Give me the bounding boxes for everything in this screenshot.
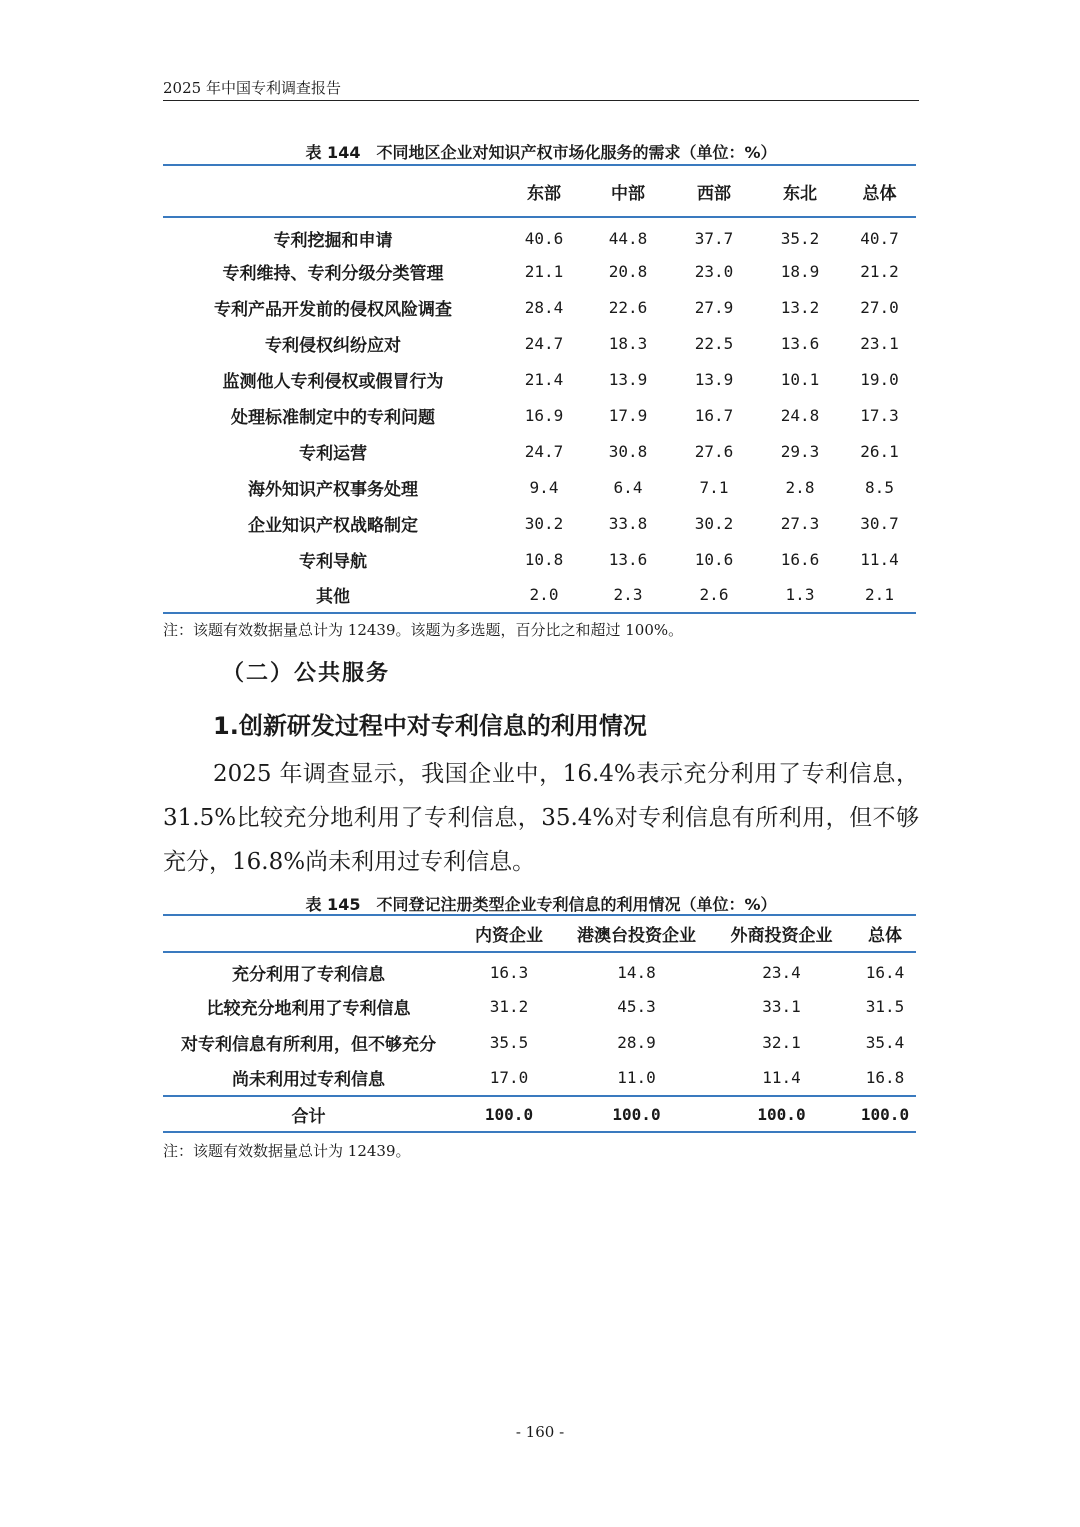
cell-value: 16.6	[780, 549, 820, 569]
cell-value: 27.6	[694, 441, 734, 461]
cell-value: 16.7	[694, 405, 734, 425]
cell-value: 1.3	[785, 585, 815, 604]
cell-value: 27.3	[780, 513, 820, 533]
table-row	[163, 952, 916, 988]
cell-value: 2.1	[865, 585, 894, 604]
row-label: 尚未利用过专利信息	[232, 1070, 385, 1090]
cell-value: 11.4	[762, 1068, 801, 1087]
cell-value: 45.3	[617, 996, 656, 1016]
cell-value: 35.2	[780, 229, 820, 248]
table-row	[163, 541, 916, 577]
cell-value: 35.5	[489, 1032, 529, 1052]
table-row	[163, 577, 916, 613]
row-label: 专利维持、专利分级分类管理	[222, 263, 444, 284]
cell-value: 18.3	[608, 333, 648, 353]
cell-value: 40.7	[860, 229, 899, 248]
row-label: 海外知识产权事务处理	[248, 479, 418, 500]
table-row	[163, 433, 916, 469]
cell-value: 14.8	[617, 962, 656, 982]
table-144	[163, 164, 916, 614]
row-label: 企业知识产权战略制定	[248, 515, 418, 536]
column-header	[163, 915, 454, 952]
cell-value: 13.2	[780, 297, 820, 317]
cell-value: 33.8	[608, 513, 648, 533]
column-header: 东部	[503, 165, 585, 217]
table-row	[163, 217, 916, 253]
table-144-caption: 表 144 不同地区企业对知识产权市场化服务的需求（单位：%）	[305, 143, 777, 162]
column-header: 中部	[585, 165, 671, 217]
total-value: 100.0	[564, 1096, 709, 1132]
cell-value: 2.3	[613, 585, 643, 604]
table-145-note: 注：该题有效数据量总计为 12439。	[163, 1142, 411, 1160]
page-number: - 160 -	[515, 1423, 565, 1441]
cell-value: 23.1	[860, 333, 899, 353]
row-label: 处理标准制定中的专利问题	[231, 407, 435, 428]
cell-value: 2.0	[529, 585, 559, 604]
cell-value: 13.6	[608, 549, 648, 569]
column-header	[163, 165, 503, 217]
cell-value: 30.8	[608, 441, 648, 461]
table-row	[163, 253, 916, 289]
cell-value: 13.9	[694, 369, 734, 389]
cell-value: 19.0	[860, 369, 899, 389]
cell-value: 31.2	[489, 996, 529, 1016]
cell-value: 9.4	[529, 477, 559, 497]
cell-value: 24.7	[524, 441, 564, 461]
cell-value: 33.1	[762, 996, 801, 1016]
row-label: 监测他人专利侵权或假冒行为	[222, 371, 444, 392]
table-145-caption: 表 145 不同登记注册类型企业专利信息的利用情况（单位：%）	[305, 895, 777, 914]
total-label: 合计	[163, 1096, 454, 1132]
row-label: 专利侵权纠纷应对	[265, 335, 401, 356]
table-total-row	[163, 1096, 916, 1132]
cell-value: 17.0	[489, 1068, 529, 1087]
row-label: 充分利用了专利信息	[232, 964, 385, 985]
table-row	[163, 1024, 916, 1060]
column-header: 总体	[843, 165, 916, 217]
cell-value: 24.7	[524, 333, 564, 353]
running-header: 2025 年中国专利调查报告	[163, 78, 919, 101]
cell-value: 11.4	[860, 549, 899, 569]
cell-value: 44.8	[608, 229, 648, 248]
row-label: 比较充分地利用了专利信息	[206, 998, 411, 1019]
column-header: 西部	[671, 165, 757, 217]
total-value: 100.0	[454, 1096, 564, 1132]
subsection-title: 1.创新研发过程中对专利信息的利用情况	[213, 712, 647, 740]
cell-value: 30.2	[694, 513, 734, 533]
cell-value: 22.6	[608, 297, 648, 317]
cell-value: 10.6	[694, 549, 734, 569]
total-value: 100.0	[709, 1096, 854, 1132]
row-label: 专利挖掘和申请	[273, 231, 393, 251]
table-145	[163, 914, 916, 1133]
cell-value: 30.7	[860, 513, 899, 533]
row-label: 专利导航	[299, 551, 367, 572]
cell-value: 24.8	[780, 405, 820, 425]
table-row	[163, 988, 916, 1024]
table-header-row	[163, 165, 916, 217]
table-row	[163, 1060, 916, 1096]
cell-value: 30.2	[524, 513, 564, 533]
body-paragraph: 2025 年调查显示，我国企业中，16.4%表示充分利用了专利信息，31.5%比较充分地利用了专利信息，35.4%对专利信息有所利用，但不够充分，16.8%尚未利用过专利信息。	[163, 761, 919, 875]
column-header: 港澳台投资企业	[564, 915, 709, 952]
total-value: 100.0	[854, 1096, 916, 1132]
column-header: 内资企业	[454, 915, 564, 952]
cell-value: 31.5	[865, 996, 905, 1016]
row-label: 其他	[316, 587, 350, 607]
column-header: 总体	[854, 915, 916, 952]
table-row	[163, 397, 916, 433]
cell-value: 21.2	[860, 261, 899, 281]
row-label: 专利运营	[299, 443, 367, 464]
section-title: （二）公共服务	[222, 661, 391, 686]
table-row	[163, 505, 916, 541]
cell-value: 23.4	[762, 962, 801, 982]
cell-value: 27.0	[860, 297, 899, 317]
cell-value: 17.3	[860, 405, 899, 425]
cell-value: 6.4	[613, 477, 643, 497]
cell-value: 32.1	[762, 1032, 801, 1052]
table-row	[163, 325, 916, 361]
cell-value: 16.9	[524, 405, 564, 425]
row-label: 对专利信息有所利用，但不够充分	[181, 1034, 436, 1055]
cell-value: 10.1	[780, 369, 820, 389]
cell-value: 18.9	[780, 261, 820, 281]
cell-value: 21.1	[524, 261, 564, 281]
cell-value: 28.4	[524, 297, 564, 317]
column-header: 东北	[757, 165, 843, 217]
cell-value: 16.8	[865, 1068, 905, 1087]
cell-value: 8.5	[865, 477, 894, 497]
cell-value: 37.7	[694, 229, 734, 248]
column-header: 外商投资企业	[709, 915, 854, 952]
cell-value: 35.4	[865, 1032, 905, 1052]
cell-value: 7.1	[699, 477, 729, 497]
table-row	[163, 289, 916, 325]
cell-value: 40.6	[524, 229, 564, 248]
cell-value: 29.3	[780, 441, 820, 461]
cell-value: 26.1	[860, 441, 899, 461]
cell-value: 13.9	[608, 369, 648, 389]
table-row	[163, 361, 916, 397]
cell-value: 23.0	[694, 261, 734, 281]
cell-value: 16.4	[865, 962, 905, 982]
cell-value: 11.0	[617, 1068, 656, 1087]
cell-value: 28.9	[617, 1032, 656, 1052]
cell-value: 2.8	[785, 477, 815, 497]
cell-value: 16.3	[489, 962, 529, 982]
cell-value: 17.9	[608, 405, 648, 425]
cell-value: 10.8	[524, 549, 564, 569]
row-label: 专利产品开发前的侵权风险调查	[214, 299, 452, 320]
cell-value: 20.8	[608, 261, 648, 281]
table-row	[163, 469, 916, 505]
cell-value: 2.6	[699, 585, 729, 604]
cell-value: 27.9	[694, 297, 734, 317]
cell-value: 22.5	[694, 333, 734, 353]
table-144-note: 注：该题有效数据量总计为 12439。该题为多选题，百分比之和超过 100%。	[163, 621, 684, 639]
cell-value: 13.6	[780, 333, 820, 353]
cell-value: 21.4	[524, 369, 564, 389]
table-header-row	[163, 915, 916, 952]
